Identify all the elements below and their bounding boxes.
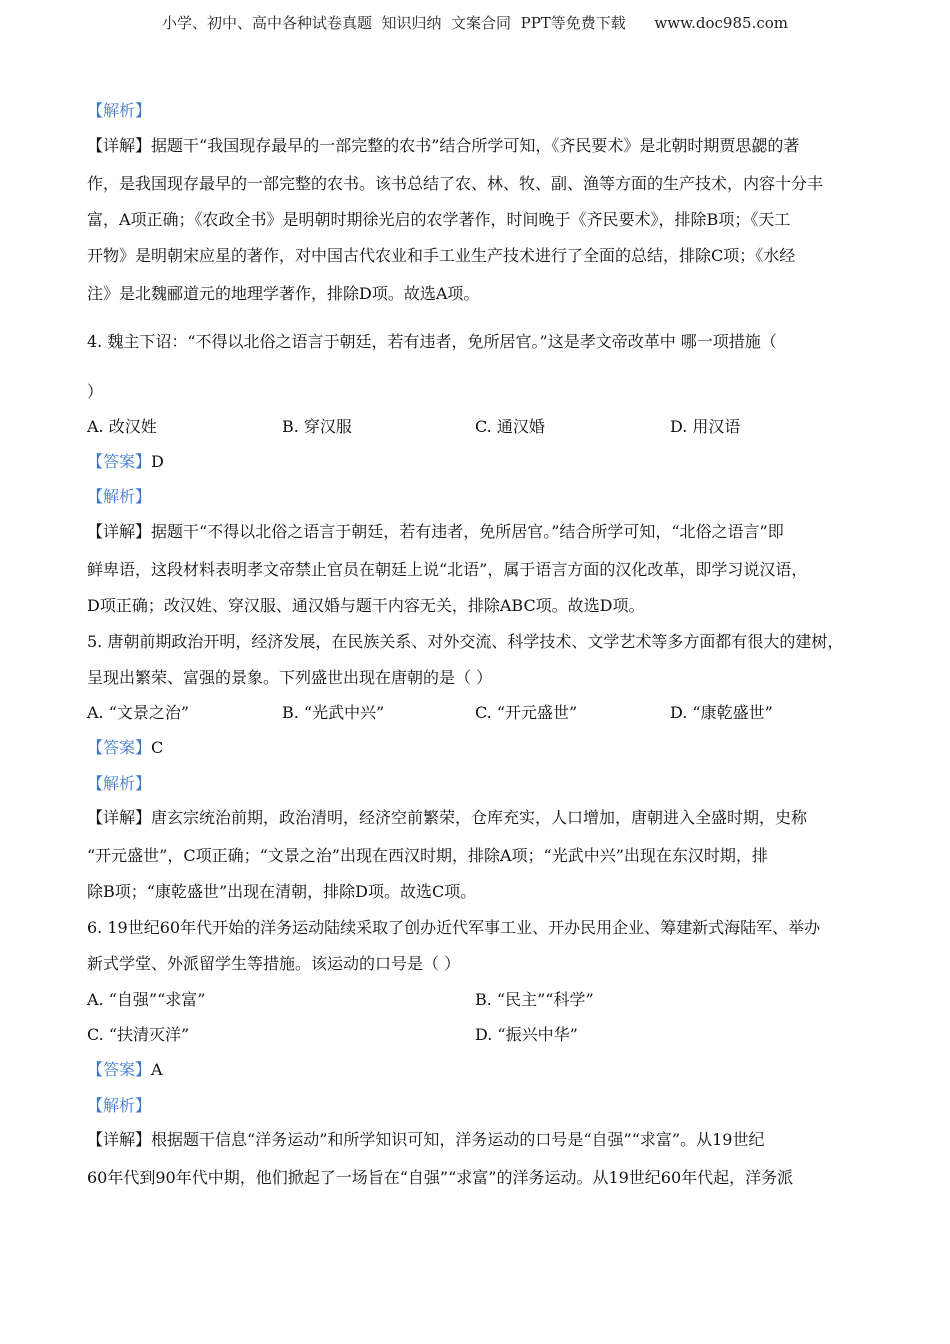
analysis-tag: 【解析】 xyxy=(87,101,152,120)
question-stem: 5. 唐朝前期政治开明，经济发展，在民族关系、对外交流、科学技术、文学艺术等多方面都有很大的建树， xyxy=(87,632,844,651)
answer-tag: 【答案】 xyxy=(87,452,152,471)
answer-tag: 【答案】 xyxy=(87,738,152,757)
answer-line xyxy=(87,1059,163,1081)
answer-line xyxy=(87,451,164,473)
detail-line: 【详解】根据题干信息“洋务运动”和所学知识可知，洋务运动的口号是“自强”“求富”。从19世纪 xyxy=(87,1130,765,1149)
detail-tag: 【详解】 xyxy=(87,808,152,827)
page-header: 小学、初中、高中各种试卷真题 知识归纳 文案合同 PPT等免费下载 www.doc985.com xyxy=(161,14,788,32)
option-c: C. 通汉婚 xyxy=(475,417,545,436)
detail-line: 除B项；“康乾盛世”出现在清朝，排除D项。故选C项。 xyxy=(87,882,477,901)
detail-line: 开物》是明朝宋应星的著作，对中国古代农业和手工业生产技术进行了全面的总结，排除C项；《水经 xyxy=(87,246,796,265)
option-a: A. “文景之治” xyxy=(87,703,190,722)
detail-line: 注》是北魏郦道元的地理学著作，排除D项。故选A项。 xyxy=(87,284,480,303)
detail-line: D项正确；改汉姓、穿汉服、通汉婚与题干内容无关，排除ABC项。故选D项。 xyxy=(87,596,645,615)
option-b: B. “光武中兴” xyxy=(282,703,385,722)
detail-tag: 【详解】 xyxy=(87,136,152,155)
option-b: B. “民主”“科学” xyxy=(475,990,594,1009)
answer-line xyxy=(87,737,163,759)
analysis-tag: 【解析】 xyxy=(87,1096,152,1115)
detail-line: 富，A项正确；《农政全书》是明朝时期徐光启的农学著作，时间晚于《齐民要术》，排除B项；《天工 xyxy=(87,210,791,229)
option-a: A. 改汉姓 xyxy=(87,417,157,436)
option-c: C. “开元盛世” xyxy=(475,703,578,722)
answer-tag: 【答案】 xyxy=(87,1060,152,1079)
answer-value: D xyxy=(151,452,164,471)
option-c: C. “扶清灭洋” xyxy=(87,1025,190,1044)
option-b: B. 穿汉服 xyxy=(282,417,352,436)
question-stem: 4. 魏主下诏：“不得以北俗之语言于朝廷，若有违者，免所居官。”这是孝文帝改革中 哪一项措施（ xyxy=(87,332,777,351)
question-stem: 新式学堂、外派留学生等措施。该运动的口号是（ ） xyxy=(87,954,461,973)
detail-line: 鲜卑语，这段材料表明孝文帝禁止官员在朝廷上说“北语”，属于语言方面的汉化改革，即学习说汉语， xyxy=(87,560,808,579)
question-stem: ） xyxy=(87,382,104,401)
analysis-tag: 【解析】 xyxy=(87,487,152,506)
option-d: D. 用汉语 xyxy=(670,417,741,436)
detail-line: “开元盛世”，C项正确；“文景之治”出现在西汉时期，排除A项；“光武中兴”出现在东汉时期，排 xyxy=(87,846,768,865)
detail-line: 【详解】唐玄宗统治前期，政治清明，经济空前繁荣，仓库充实，人口增加，唐朝进入全盛时期，史称 xyxy=(87,808,808,827)
question-stem: 呈现出繁荣、富强的景象。下列盛世出现在唐朝的是（ ） xyxy=(87,668,493,687)
detail-line: 60年代到90年代中期，他们掀起了一场旨在“自强”“求富”的洋务运动。从19世纪60年代起，洋务派 xyxy=(87,1168,794,1187)
detail-line: 【详解】据题干“不得以北俗之语言于朝廷，若有违者，免所居官。”结合所学可知，“北俗之语言”即 xyxy=(87,522,784,541)
answer-value: C xyxy=(151,738,164,757)
answer-value: A xyxy=(151,1060,163,1079)
detail-tag: 【详解】 xyxy=(87,1130,152,1149)
detail-line: 作，是我国现存最早的一部完整的农书。该书总结了农、林、牧、副、渔等方面的生产技术，内容十分丰 xyxy=(87,174,824,193)
option-a: A. “自强”“求富” xyxy=(87,990,206,1009)
detail-line: 【详解】据题干“我国现存最早的一部完整的农书”结合所学可知，《齐民要术》是北朝时期贾思勰的著 xyxy=(87,136,800,155)
option-d: D. “振兴中华” xyxy=(475,1025,578,1044)
question-stem: 6. 19世纪60年代开始的洋务运动陆续采取了创办近代军事工业、开办民用企业、筹建新式海陆军、举办 xyxy=(87,918,821,937)
option-d: D. “康乾盛世” xyxy=(670,703,773,722)
analysis-tag: 【解析】 xyxy=(87,774,152,793)
detail-tag: 【详解】 xyxy=(87,522,152,541)
